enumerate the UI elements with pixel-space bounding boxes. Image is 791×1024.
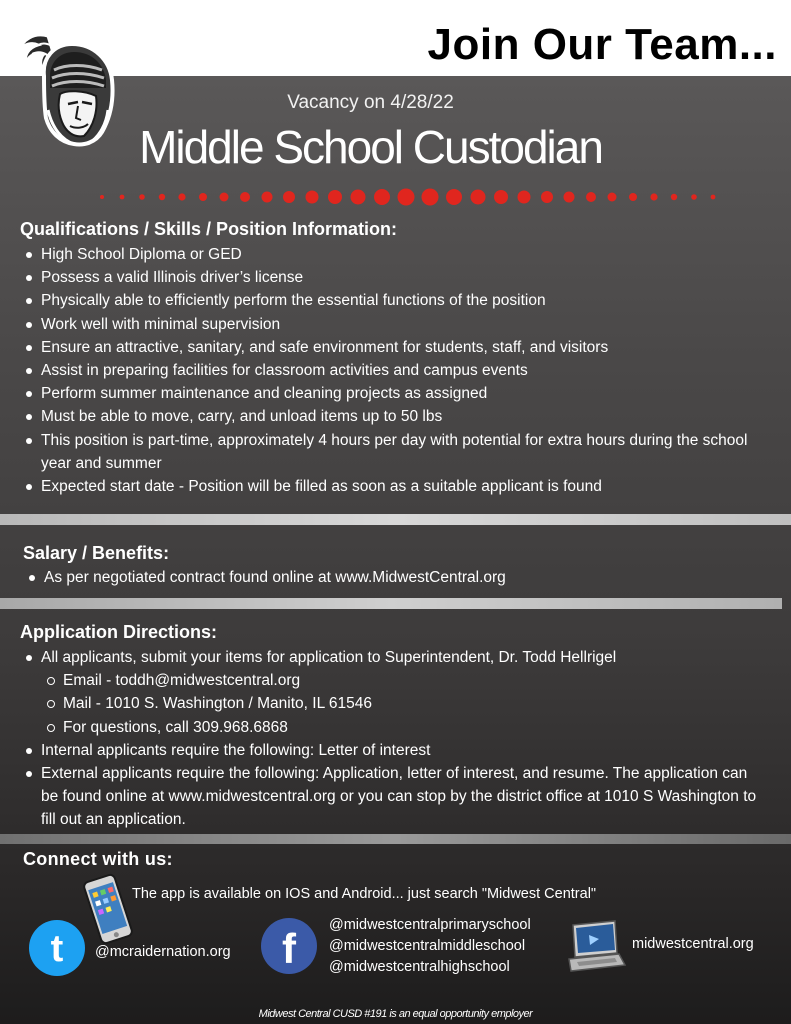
app-availability-text: The app is available on IOS and Android... just search "Midwest Central"	[132, 886, 597, 902]
job-title: Middle School Custodian	[139, 121, 602, 173]
qualifications-list	[20, 243, 770, 498]
list-item: Expected start date - Position will be filled as soon as a suitable applicant is found	[20, 475, 770, 498]
application-heading: Application Directions:	[20, 622, 218, 642]
facebook-page-middle[interactable]: @midwestcentralmiddleschool	[329, 938, 526, 954]
list-item: This position is part-time, approximately 4 hours per day with potential for extra hours during the school year and summer	[20, 429, 770, 475]
application-list	[20, 646, 760, 832]
svg-text:f: f	[282, 925, 296, 972]
section-divider	[0, 834, 791, 844]
equal-opportunity-statement: Midwest Central CUSD #191 is an equal opportunity employer	[258, 1008, 533, 1020]
list-item: Work well with minimal supervision	[20, 313, 770, 336]
list-item: Internal applicants require the following: Letter of interest	[20, 739, 760, 762]
twitter-icon[interactable]	[28, 919, 86, 977]
salary-heading: Salary / Benefits:	[23, 543, 170, 563]
list-item: Perform summer maintenance and cleaning projects as assigned	[20, 382, 770, 405]
facebook-icon[interactable]	[260, 917, 318, 975]
decorative-dot-divider	[98, 183, 718, 211]
sub-list-item-mail: Mail - 1010 S. Washington / Manito, IL 61546	[41, 692, 760, 715]
twitter-handle[interactable]: @mcraidernation.org	[95, 944, 231, 960]
facebook-pages	[329, 915, 531, 978]
list-item: As per negotiated contract found online at www.MidwestCentral.org	[23, 566, 763, 589]
facebook-page-primary[interactable]: @midwestcentralprimaryschool	[329, 917, 531, 933]
list-item: Physically able to efficiently perform the essential functions of the position	[20, 289, 770, 312]
contact-sublist	[41, 669, 760, 739]
list-item: High School Diploma or GED	[20, 243, 770, 266]
laptop-icon	[565, 919, 627, 973]
list-item-text: All applicants, submit your items for application to Superintendent, Dr. Todd Hellrigel	[41, 649, 617, 666]
list-item: External applicants require the following: Application, letter of interest, and resume. The application can be found online at www.midwestcentral.org or you can stop by the district office at 1010 S Washington to fill out an application.	[20, 762, 760, 832]
list-item: Ensure an attractive, sanitary, and safe environment for students, staff, and visitors	[20, 336, 770, 359]
qualifications-heading: Qualifications / Skills / Position Information:	[20, 219, 398, 239]
phone-icon	[80, 873, 136, 945]
list-item	[20, 646, 760, 739]
connect-heading: Connect with us:	[23, 849, 173, 869]
section-divider	[0, 514, 791, 525]
sub-list-item-email: Email - toddh@midwestcentral.org	[41, 669, 760, 692]
facebook-page-high[interactable]: @midwestcentralhighschool	[329, 959, 510, 975]
section-divider	[0, 598, 782, 609]
vacancy-date: Vacancy on 4/28/22	[287, 92, 454, 113]
svg-text:t: t	[50, 928, 64, 970]
list-item: Must be able to move, carry, and unload items up to 50 lbs	[20, 405, 770, 428]
sub-list-item-phone: For questions, call 309.968.6868	[41, 716, 760, 739]
page-title: Join Our Team...	[427, 20, 777, 69]
list-item: Assist in preparing facilities for classroom activities and campus events	[20, 359, 770, 382]
list-item: Possess a valid Illinois driver’s license	[20, 266, 770, 289]
website-link[interactable]: midwestcentral.org	[632, 936, 754, 952]
salary-list	[23, 566, 763, 589]
